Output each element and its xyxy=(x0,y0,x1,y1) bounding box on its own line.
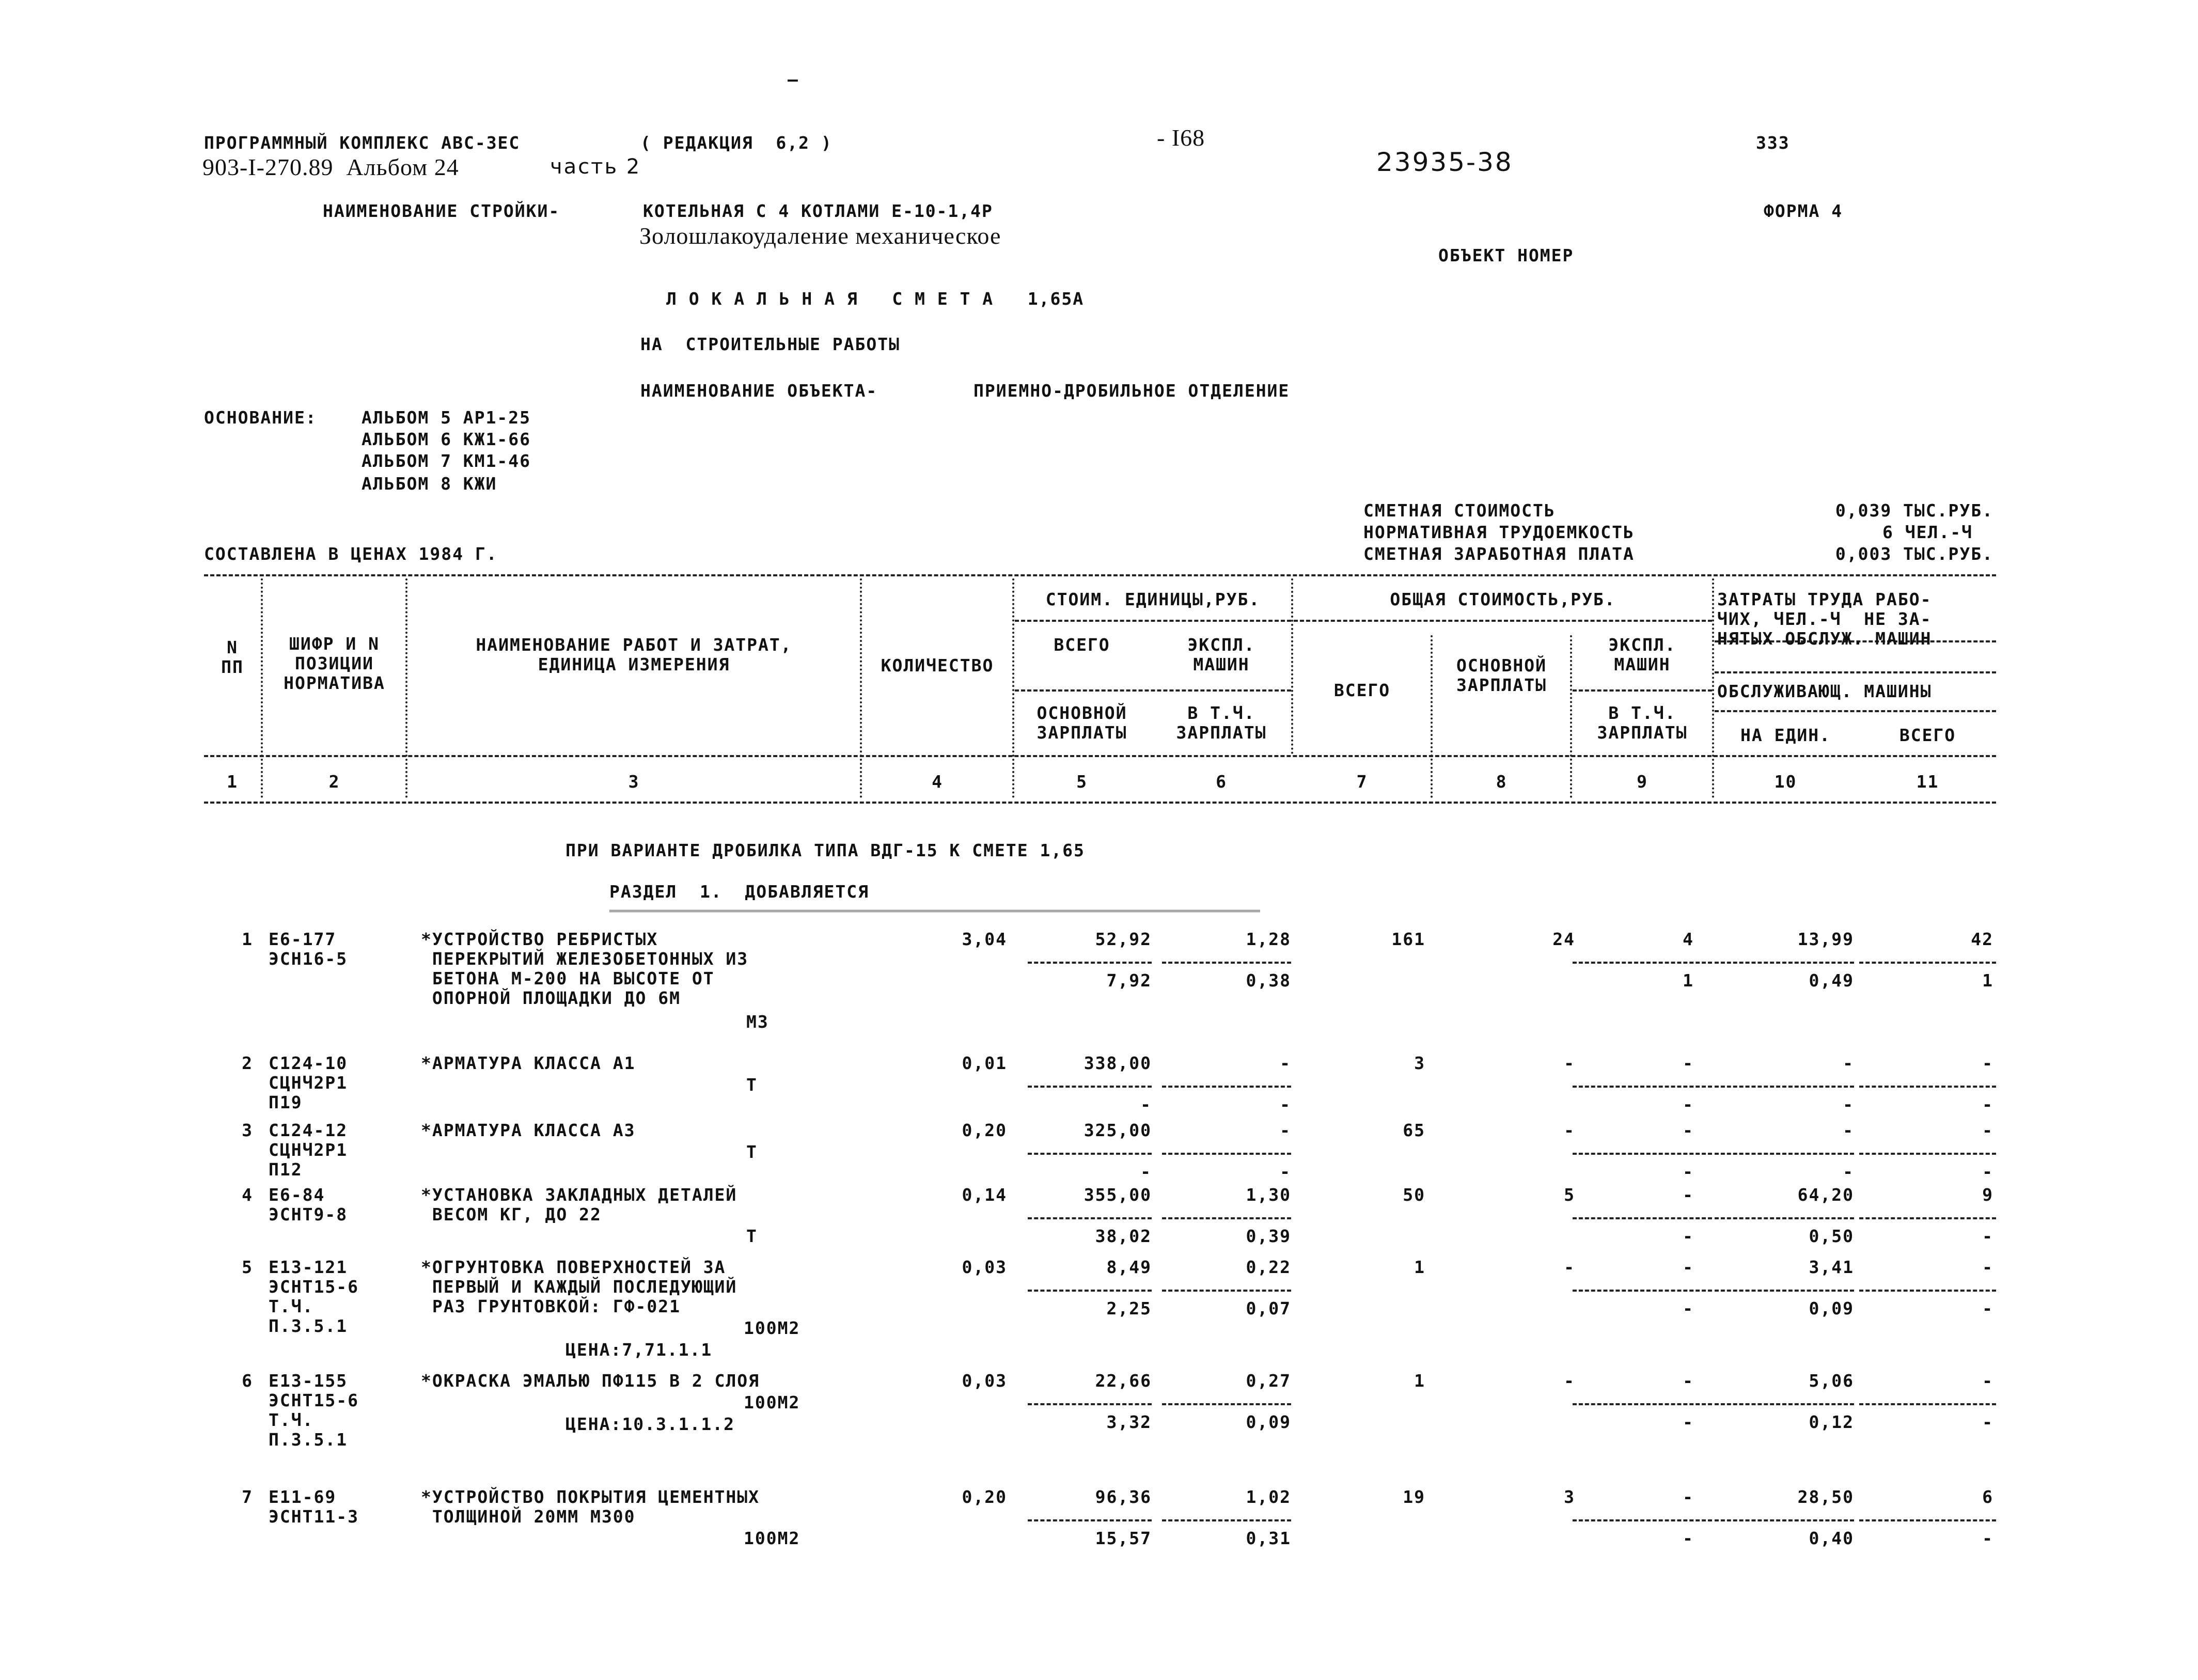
row-w1: 2,25 xyxy=(1106,1298,1152,1318)
col-divider xyxy=(1431,635,1433,798)
variant-title: ПРИ ВАРИАНТЕ ДРОБИЛКА ТИПА ВДГ-15 К СМЕТЕ 1,65 xyxy=(566,840,1085,860)
row-l1b: 0,50 xyxy=(1809,1226,1854,1246)
row-qty: 0,01 xyxy=(962,1053,1007,1073)
row-subrule xyxy=(1573,1086,1712,1088)
row-l1b: 0,09 xyxy=(1809,1298,1854,1318)
row-subrule xyxy=(1859,1290,1996,1292)
row-w1: 15,57 xyxy=(1095,1528,1152,1548)
row-p2: 0,22 xyxy=(1246,1257,1291,1277)
row-l1b: 0,40 xyxy=(1809,1528,1854,1548)
row-l2: - xyxy=(1982,1120,1993,1140)
head-all: ВСЕГО xyxy=(1899,725,1956,745)
row-mach: 4 xyxy=(1683,929,1694,949)
wage-label: СМЕТНАЯ ЗАРАБОТНАЯ ПЛАТА xyxy=(1363,544,1635,564)
row-n: 2 xyxy=(242,1053,253,1073)
row-subrule xyxy=(1162,1217,1291,1219)
row-subrule xyxy=(1162,1086,1291,1088)
col-divider xyxy=(1291,578,1293,754)
head-total: ВСЕГО xyxy=(1054,635,1110,655)
row-total: 65 xyxy=(1403,1120,1425,1140)
row-subrule xyxy=(1715,1086,1854,1088)
project-part: часть 2 xyxy=(550,155,641,179)
row-l2b: - xyxy=(1982,1094,1993,1114)
section-title: РАЗДЕЛ 1. ДОБАВЛЯЕТСЯ xyxy=(609,882,869,902)
row-subrule xyxy=(1162,1403,1291,1405)
row-p2: 1,30 xyxy=(1246,1185,1291,1205)
row-subrule xyxy=(1162,1290,1291,1292)
row-w2: - xyxy=(1280,1161,1291,1182)
col-num: 11 xyxy=(1916,772,1939,792)
row-base: 3 xyxy=(1564,1487,1575,1507)
work-type: НА СТРОИТЕЛЬНЫЕ РАБОТЫ xyxy=(640,334,900,354)
row-l2: - xyxy=(1982,1053,1993,1073)
row-name: *УСТРОЙСТВО ПОКРЫТИЯ ЦЕМЕНТНЫХ ТОЛЩИНОЙ 20ММ М300 xyxy=(421,1487,760,1527)
row-subrule xyxy=(1573,962,1712,964)
row-subrule xyxy=(1573,1217,1712,1219)
row-price-note: ЦЕНА:7,71.1.1 xyxy=(566,1340,713,1360)
row-price-note: ЦЕНА:10.3.1.1.2 xyxy=(566,1414,735,1434)
row-incl: - xyxy=(1683,1226,1694,1246)
head-per-unit: НА ЕДИН. xyxy=(1740,725,1831,745)
row-l1: 5,06 xyxy=(1809,1371,1854,1391)
row-p1: 52,92 xyxy=(1095,929,1152,949)
basis-item: АЛЬБОМ 8 КЖИ xyxy=(362,474,497,494)
row-name: *ОГРУНТОВКА ПОВЕРХНОСТЕЙ ЗА ПЕРВЫЙ И КАЖДЫЙ ПОСЛЕДУЮЩИЙ РАЗ ГРУНТОВКОЙ: ГФ-021 xyxy=(421,1257,737,1316)
row-unit: М3 xyxy=(746,1012,769,1032)
row-unit: 100М2 xyxy=(744,1392,800,1412)
head-subrule xyxy=(1573,689,1712,692)
construction-value: КОТЕЛЬНАЯ С 4 КОТЛАМИ Е-10-1,4Р xyxy=(643,201,993,221)
row-subrule xyxy=(1715,1217,1854,1219)
row-mach: - xyxy=(1683,1053,1694,1073)
row-p1: 8,49 xyxy=(1106,1257,1152,1277)
row-l1: 13,99 xyxy=(1797,929,1854,949)
row-p1: 338,00 xyxy=(1084,1053,1152,1073)
table-head-rule xyxy=(204,755,1996,757)
row-subrule xyxy=(1028,1217,1152,1219)
row-l2b: - xyxy=(1982,1412,1993,1432)
row-subrule xyxy=(1162,962,1291,964)
row-mach: - xyxy=(1683,1120,1694,1140)
table-top-rule xyxy=(204,574,1996,576)
col-divider xyxy=(860,578,862,798)
col-num: 3 xyxy=(628,772,640,792)
col-num: 6 xyxy=(1216,772,1227,792)
basis-item: АЛЬБОМ 6 КЖ1-66 xyxy=(362,429,531,449)
prices-year: СОСТАВЛЕНА В ЦЕНАХ 1984 Г. xyxy=(204,544,498,564)
row-l1: - xyxy=(1843,1053,1854,1073)
row-l1b: - xyxy=(1843,1094,1854,1114)
row-mach: - xyxy=(1683,1371,1694,1391)
row-base: - xyxy=(1564,1257,1575,1277)
edition: ( РЕДАКЦИЯ 6,2 ) xyxy=(640,133,833,153)
section-rule xyxy=(609,910,1260,912)
row-qty: 0,03 xyxy=(962,1371,1007,1391)
wage-value: 0,003 ТЫС.РУБ. xyxy=(1835,544,1993,564)
head-subrule xyxy=(1715,671,1996,673)
program-name: ПРОГРАММНЫЙ КОМПЛЕКС АВС-3ЕС xyxy=(204,133,521,153)
row-p1: 22,66 xyxy=(1095,1371,1152,1391)
row-w2: 0,09 xyxy=(1246,1412,1291,1432)
row-code: Е13-121 ЭСНТ15-6 Т.Ч. П.3.5.1 xyxy=(269,1257,359,1336)
row-subrule xyxy=(1573,1519,1712,1521)
row-qty: 0,20 xyxy=(962,1120,1007,1140)
row-subrule xyxy=(1162,1153,1291,1155)
row-l1: 3,41 xyxy=(1809,1257,1854,1277)
row-subrule xyxy=(1028,1153,1152,1155)
row-l1: 64,20 xyxy=(1797,1185,1854,1205)
row-base: 5 xyxy=(1564,1185,1575,1205)
row-l2b: - xyxy=(1982,1161,1993,1182)
row-code: С124-10 СЦНЧ2Р1 П19 xyxy=(269,1053,348,1112)
row-w2: - xyxy=(1280,1094,1291,1114)
row-name: *УСТАНОВКА ЗАКЛАДНЫХ ДЕТАЛЕЙ ВЕСОМ КГ, ДО 22 xyxy=(421,1185,737,1224)
head-subrule xyxy=(1715,710,1996,712)
row-total: 1 xyxy=(1414,1257,1425,1277)
row-w1: - xyxy=(1140,1161,1152,1182)
col-num: 7 xyxy=(1356,772,1368,792)
row-l1b: - xyxy=(1843,1161,1854,1182)
head-unit-cost: СТОИМ. ЕДИНИЦЫ,РУБ. xyxy=(1045,589,1261,609)
construction-label: НАИМЕНОВАНИЕ СТРОЙКИ- xyxy=(323,201,560,221)
row-l2b: - xyxy=(1982,1298,1993,1318)
row-subrule xyxy=(1028,1290,1152,1292)
row-w2: 0,39 xyxy=(1246,1226,1291,1246)
row-subrule xyxy=(1162,1519,1291,1521)
subtitle: Золошлакоудаление механическое xyxy=(639,223,1001,249)
row-name: *АРМАТУРА КЛАССА А3 xyxy=(421,1120,636,1140)
row-code: С124-12 СЦНЧ2Р1 П12 xyxy=(269,1120,348,1180)
row-n: 6 xyxy=(242,1371,253,1391)
row-code: Е6-177 ЭСН16-5 xyxy=(269,929,348,969)
row-subrule xyxy=(1573,1403,1712,1405)
project-code: 903-I-270.89 Альбом 24 xyxy=(202,154,459,180)
row-l1: - xyxy=(1843,1120,1854,1140)
row-w1: 38,02 xyxy=(1095,1226,1152,1246)
row-base: 24 xyxy=(1552,929,1575,949)
head-machines2: ЭКСПЛ. МАШИН xyxy=(1608,635,1676,674)
row-subrule xyxy=(1028,1519,1152,1521)
row-subrule xyxy=(1028,1403,1152,1405)
col-divider xyxy=(261,578,263,798)
head-machines: ЭКСПЛ. МАШИН xyxy=(1187,635,1255,674)
row-l2: 42 xyxy=(1971,929,1993,949)
object-value: ПРИЕМНО-ДРОБИЛЬНОЕ ОТДЕЛЕНИЕ xyxy=(974,381,1290,401)
row-subrule xyxy=(1028,962,1152,964)
row-incl: - xyxy=(1683,1094,1694,1114)
row-l2b: - xyxy=(1982,1528,1993,1548)
row-base: - xyxy=(1564,1053,1575,1073)
row-n: 5 xyxy=(242,1257,253,1277)
row-subrule xyxy=(1859,962,1996,964)
row-p2: - xyxy=(1280,1053,1291,1073)
form-label: ФОРМА 4 xyxy=(1764,201,1843,221)
row-l2: 6 xyxy=(1982,1487,1993,1507)
row-subrule xyxy=(1715,962,1854,964)
head-col-n: N ПП xyxy=(221,637,244,677)
top-mark: — xyxy=(788,69,799,89)
row-subrule xyxy=(1715,1290,1854,1292)
row-unit: Т xyxy=(746,1142,758,1162)
row-w1: 3,32 xyxy=(1106,1412,1152,1432)
sheet-number: 333 xyxy=(1756,133,1790,153)
row-p2: 0,27 xyxy=(1246,1371,1291,1391)
row-p2: 1,28 xyxy=(1246,929,1291,949)
row-w1: - xyxy=(1140,1094,1152,1114)
head-subrule xyxy=(1015,689,1291,692)
row-l1: 28,50 xyxy=(1797,1487,1854,1507)
row-p2: - xyxy=(1280,1120,1291,1140)
row-n: 7 xyxy=(242,1487,253,1507)
head-subrule xyxy=(1015,620,1291,622)
row-mach: - xyxy=(1683,1257,1694,1277)
col-num: 1 xyxy=(227,772,238,792)
head-subrule xyxy=(1294,620,1712,622)
object-number: ОБЪЕКТ НОМЕР xyxy=(1438,245,1574,265)
row-mach: - xyxy=(1683,1487,1694,1507)
basis-label: ОСНОВАНИЕ: xyxy=(204,407,317,428)
row-subrule xyxy=(1573,1153,1712,1155)
row-qty: 3,04 xyxy=(962,929,1007,949)
row-p1: 355,00 xyxy=(1084,1185,1152,1205)
head-incl-wage: В Т.Ч. ЗАРПЛАТЫ xyxy=(1176,703,1267,743)
row-subrule xyxy=(1715,1403,1854,1405)
cost-value: 0,039 ТЫС.РУБ. xyxy=(1835,500,1993,521)
head-labor: ЗАТРАТЫ ТРУДА РАБО- ЧИХ, ЧЕЛ.-Ч НЕ ЗА- НЯТЫХ ОБСЛУЖ. МАШИН xyxy=(1717,589,1932,649)
row-unit: 100М2 xyxy=(744,1318,800,1338)
head-col-qty: КОЛИЧЕСТВО xyxy=(881,655,994,676)
row-w2: 0,38 xyxy=(1246,970,1291,991)
row-base: - xyxy=(1564,1371,1575,1391)
head-base-wage2: ОСНОВНОЙ ЗАРПЛАТЫ xyxy=(1456,655,1547,695)
col-divider xyxy=(1570,635,1572,798)
table-num-rule xyxy=(204,802,1996,804)
row-subrule xyxy=(1859,1519,1996,1521)
row-l2: 9 xyxy=(1982,1185,1993,1205)
row-incl: - xyxy=(1683,1528,1694,1548)
col-num: 8 xyxy=(1496,772,1508,792)
row-unit: Т xyxy=(746,1226,758,1246)
row-p1: 96,36 xyxy=(1095,1487,1152,1507)
row-l2b: 1 xyxy=(1982,970,1993,991)
row-code: Е13-155 ЭСНТ15-6 Т.Ч. П.3.5.1 xyxy=(269,1371,359,1450)
row-base: - xyxy=(1564,1120,1575,1140)
row-l1b: 0,12 xyxy=(1809,1412,1854,1432)
row-incl: - xyxy=(1683,1412,1694,1432)
col-divider xyxy=(1712,578,1714,798)
head-base-wage: ОСНОВНОЙ ЗАРПЛАТЫ xyxy=(1037,703,1127,743)
col-num: 5 xyxy=(1076,772,1088,792)
row-w2: 0,07 xyxy=(1246,1298,1291,1318)
col-num: 9 xyxy=(1637,772,1648,792)
row-w1: 7,92 xyxy=(1106,970,1152,991)
row-incl: - xyxy=(1683,1298,1694,1318)
row-unit: Т xyxy=(746,1075,758,1095)
row-l2: - xyxy=(1982,1257,1993,1277)
row-subrule xyxy=(1859,1403,1996,1405)
row-n: 4 xyxy=(242,1185,253,1205)
row-subrule xyxy=(1715,1153,1854,1155)
page-number: - I68 xyxy=(1157,124,1205,151)
head-total-cost: ОБЩАЯ СТОИМОСТЬ,РУБ. xyxy=(1390,589,1616,609)
row-subrule xyxy=(1028,1086,1152,1088)
row-l2b: - xyxy=(1982,1226,1993,1246)
row-incl: - xyxy=(1683,1161,1694,1182)
row-subrule xyxy=(1859,1153,1996,1155)
row-name: *АРМАТУРА КЛАССА А1 xyxy=(421,1053,636,1073)
head-col-name: НАИМЕНОВАНИЕ РАБОТ И ЗАТРАТ, ЕДИНИЦА ИЗМЕРЕНИЯ xyxy=(476,635,792,674)
head-incl-wage2: В Т.Ч. ЗАРПЛАТЫ xyxy=(1597,703,1688,743)
row-subrule xyxy=(1715,1519,1854,1521)
row-subrule xyxy=(1859,1217,1996,1219)
row-l2: - xyxy=(1982,1371,1993,1391)
row-total: 3 xyxy=(1414,1053,1425,1073)
object-label: НАИМЕНОВАНИЕ ОБЪЕКТА- xyxy=(640,381,878,401)
row-code: Е11-69 ЭСНТ11-3 xyxy=(269,1487,359,1527)
row-subrule xyxy=(1573,1290,1712,1292)
row-qty: 0,20 xyxy=(962,1487,1007,1507)
row-qty: 0,03 xyxy=(962,1257,1007,1277)
col-num: 4 xyxy=(932,772,943,792)
row-mach: - xyxy=(1683,1185,1694,1205)
col-divider xyxy=(405,578,407,798)
row-subrule xyxy=(1859,1086,1996,1088)
row-name: *ОКРАСКА ЭМАЛЬЮ ПФ115 В 2 СЛОЯ xyxy=(421,1371,760,1391)
labor-label: НОРМАТИВНАЯ ТРУДОЕМКОСТЬ xyxy=(1363,522,1635,542)
col-divider xyxy=(1012,578,1014,798)
row-code: Е6-84 ЭСНТ9-8 xyxy=(269,1185,348,1224)
head-machine-service: ОБСЛУЖИВАЮЩ. МАШИНЫ xyxy=(1717,681,1932,701)
cost-label: СМЕТНАЯ СТОИМОСТЬ xyxy=(1363,500,1556,521)
head-col-code: ШИФР И N ПОЗИЦИИ НОРМАТИВА xyxy=(284,634,385,693)
estimate-title: Л О К А Л Ь Н А Я С М Е Т А 1,65А xyxy=(666,289,1085,309)
row-w2: 0,31 xyxy=(1246,1528,1291,1548)
row-p1: 325,00 xyxy=(1084,1120,1152,1140)
row-incl: 1 xyxy=(1683,970,1694,991)
row-total: 50 xyxy=(1403,1185,1425,1205)
row-name: *УСТРОЙСТВО РЕБРИСТЫХ ПЕРЕКРЫТИЙ ЖЕЛЕЗОБЕТОННЫХ ИЗ БЕТОНА М-200 НА ВЫСОТЕ ОТ ОПОРНОЙ ПЛОЩАДКИ ДО 6М xyxy=(421,929,749,1008)
basis-item: АЛЬБОМ 5 АР1-25 xyxy=(362,407,531,428)
row-n: 1 xyxy=(242,929,253,949)
row-p2: 1,02 xyxy=(1246,1487,1291,1507)
row-total: 19 xyxy=(1403,1487,1425,1507)
row-qty: 0,14 xyxy=(962,1185,1007,1205)
row-unit: 100М2 xyxy=(744,1528,800,1548)
col-num: 2 xyxy=(328,772,340,792)
col-num: 10 xyxy=(1774,772,1797,792)
row-l1b: 0,49 xyxy=(1809,970,1854,991)
labor-value: 6 ЧЕЛ.-Ч xyxy=(1882,522,1973,542)
basis-item: АЛЬБОМ 7 КМ1-46 xyxy=(362,451,531,471)
row-total: 161 xyxy=(1391,929,1425,949)
row-total: 1 xyxy=(1414,1371,1425,1391)
row-n: 3 xyxy=(242,1120,253,1140)
head-total2: ВСЕГО xyxy=(1333,680,1391,700)
doc-number: 23935-38 xyxy=(1376,147,1513,177)
